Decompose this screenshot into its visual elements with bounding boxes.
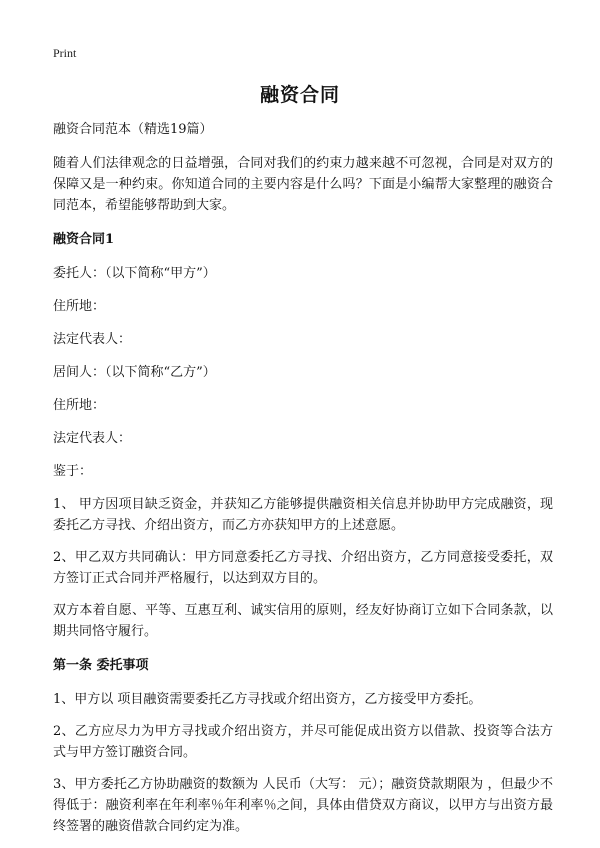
section-heading: 融资合同1	[53, 232, 115, 247]
client-address-field: 住所地：	[53, 299, 106, 314]
document-body	[53, 119, 553, 848]
broker-field: 居间人：（以下简称“乙方”）	[53, 365, 216, 380]
document-subtitle: 融资合同范本（精选19篇）	[53, 122, 213, 137]
broker-address-field: 住所地：	[53, 398, 106, 413]
article-item: 3、甲方委托乙方协助融资的数额为 人民币（大写： 元）；融资贷款期限为 ，但最少不得低于：融资利率在年利率％年利率％之间，具体由借贷双方商议，以甲方与出资方最终签署的融资借款合同约定为准。	[53, 777, 553, 834]
document-title: 融资合同	[259, 84, 340, 106]
article-item: 1、甲方以 项目融资需要委托乙方寻找或介绍出资方，乙方接受甲方委托。	[53, 692, 482, 707]
client-field: 委托人：（以下简称“甲方”）	[53, 266, 216, 281]
intro-paragraph: 随着人们法律观念的日益增强，合同对我们的约束力越来越不可忽视，合同是对双方的保障又是一种约束。你知道合同的主要内容是什么吗？下面是小编帮大家整理的融资合同范本，希望能够帮助到大家。	[53, 156, 553, 213]
article-heading: 第一条 委托事项	[53, 658, 149, 673]
print-link[interactable]: Print	[53, 46, 77, 60]
client-legal-rep-field: 法定代表人：	[53, 332, 132, 347]
whereas-label: 鉴于：	[53, 464, 93, 479]
principle-paragraph: 双方本着自愿、平等、互惠互利、诚实信用的原则，经友好协商订立如下合同条款，以期共同恪守履行。	[53, 603, 553, 639]
article-item: 2、乙方应尽力为甲方寻找或介绍出资方，并尽可能促成出资方以借款、投资等合法方式与甲方签订融资合同。	[53, 724, 553, 760]
whereas-item: 1、 甲方因项目缺乏资金，并获知乙方能够提供融资相关信息并协助甲方完成融资，现委托乙方寻找、介绍出资方，而乙方亦获知甲方的上述意愿。	[53, 497, 553, 533]
whereas-item: 2、甲乙双方共同确认：甲方同意委托乙方寻找、介绍出资方，乙方同意接受委托，双方签订正式合同并严格履行，以达到双方目的。	[53, 550, 553, 586]
broker-legal-rep-field: 法定代表人：	[53, 431, 132, 446]
